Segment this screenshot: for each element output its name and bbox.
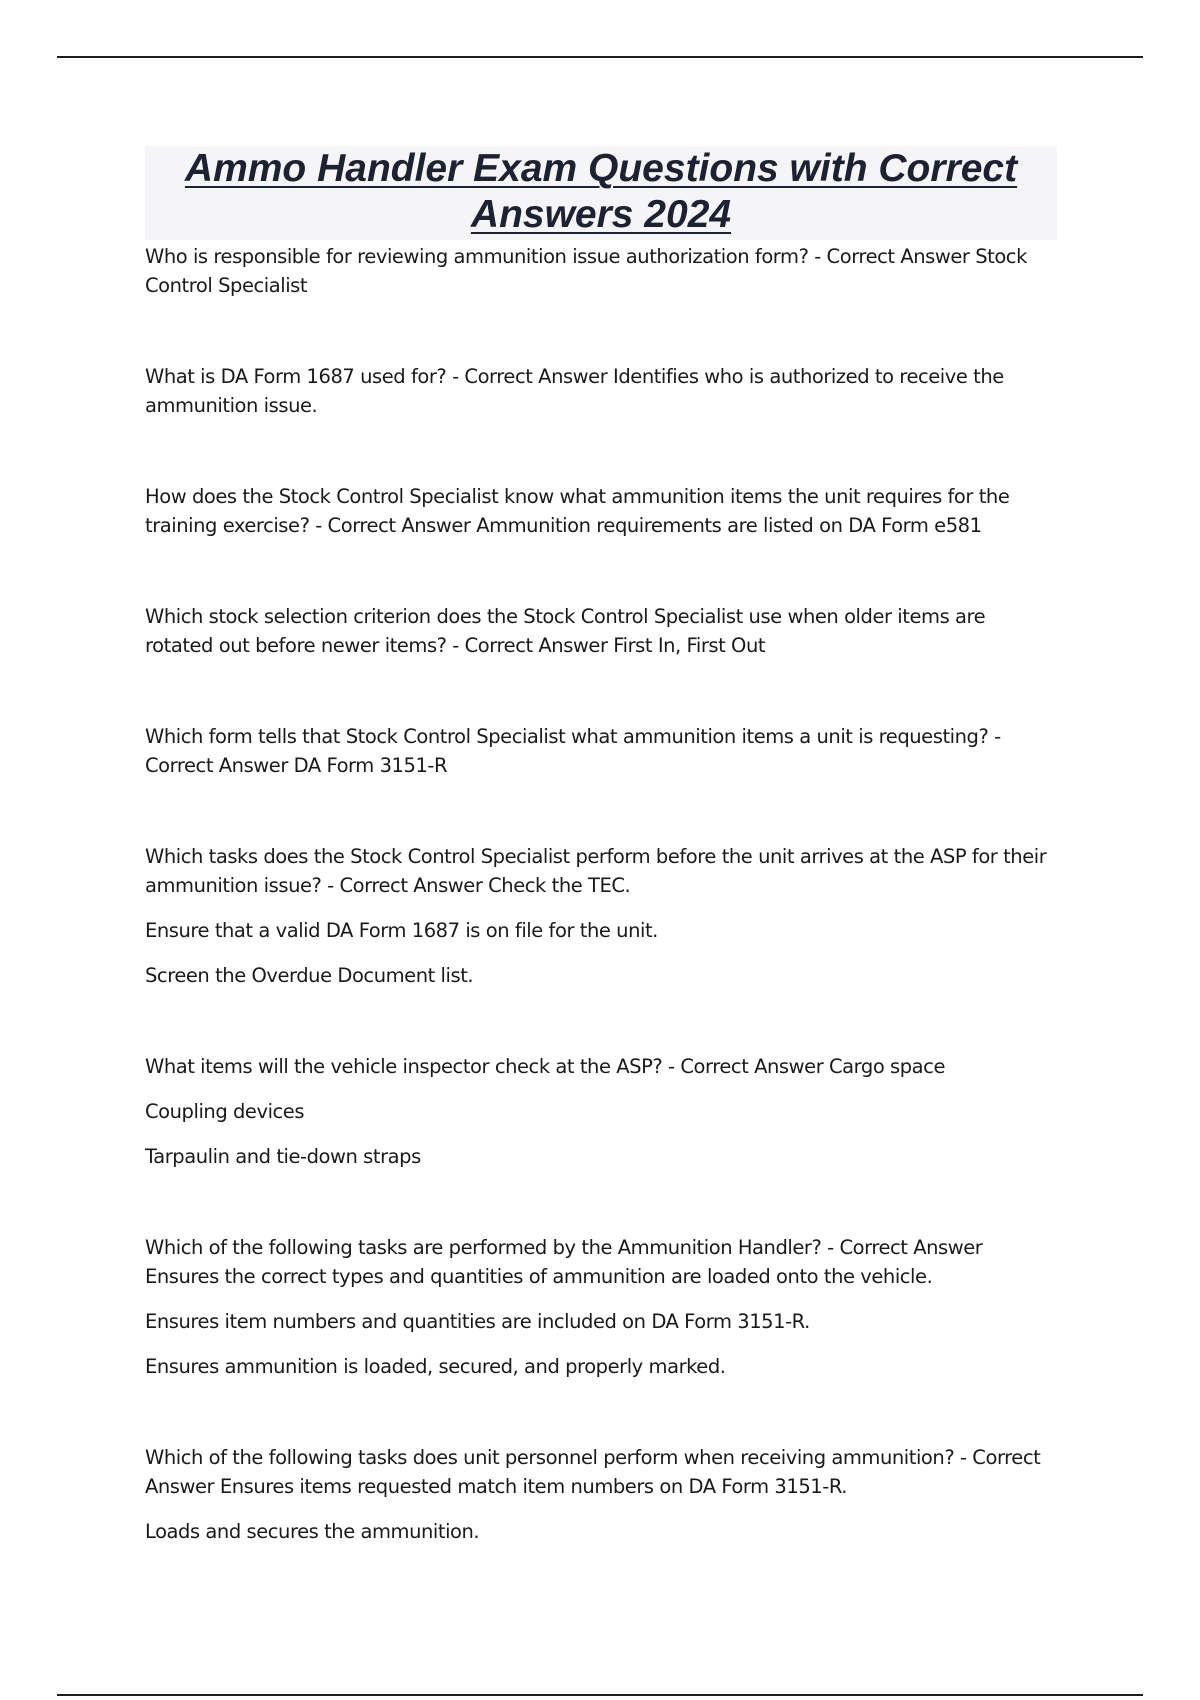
qa-item xyxy=(145,482,1057,540)
qa-item xyxy=(145,722,1057,780)
question-answer-text: What items will the vehicle inspector check at the ASP? - Correct Answer Cargo space xyxy=(145,1055,946,1078)
answer-continuation-text: Screen the Overdue Document list. xyxy=(145,964,474,987)
qa-item xyxy=(145,1233,1057,1381)
qa-item xyxy=(145,842,1057,990)
question-answer-text: Which of the following tasks does unit personnel perform when receiving ammunition? - Correct Answer Ensures items requested match item numbers on DA Form 3151-R. xyxy=(145,1446,1041,1498)
question-answer-text: What is DA Form 1687 used for? - Correct Answer Identifies who is authorized to receive the ammunition issue. xyxy=(145,365,1004,417)
document-title xyxy=(145,146,1057,240)
qa-item xyxy=(145,362,1057,420)
qa-item xyxy=(145,242,1057,300)
qa-item xyxy=(145,1052,1057,1171)
answer-continuation-text: Tarpaulin and tie-down straps xyxy=(145,1145,421,1168)
question-answer-text: Which tasks does the Stock Control Specialist perform before the unit arrives at the ASP for their ammunition issue? - Correct Answer Check the TEC. xyxy=(145,845,1047,897)
footer-rule xyxy=(57,1694,1143,1696)
document-body xyxy=(145,146,1057,1608)
answer-continuation-text: Ensures ammunition is loaded, secured, and properly marked. xyxy=(145,1355,726,1378)
question-answer-text: Which form tells that Stock Control Specialist what ammunition items a unit is requesting? - Correct Answer DA Form 3151-R xyxy=(145,725,1001,777)
answer-continuation-text: Loads and secures the ammunition. xyxy=(145,1520,480,1543)
header-rule xyxy=(57,56,1143,58)
answer-continuation-text: Ensure that a valid DA Form 1687 is on file for the unit. xyxy=(145,919,658,942)
question-answer-text: How does the Stock Control Specialist know what ammunition items the unit requires for the training exercise? - Correct Answer Ammunition requirements are listed on DA Form e581 xyxy=(145,485,1010,537)
document-title-text: Ammo Handler Exam Questions with Correct Answers 2024 xyxy=(184,147,1018,236)
answer-continuation-text: Ensures item numbers and quantities are included on DA Form 3151-R. xyxy=(145,1310,810,1333)
question-answer-text: Which stock selection criterion does the Stock Control Specialist use when older items are rotated out before newer items? - Correct Answer First In, First Out xyxy=(145,605,986,657)
answer-continuation-text: Coupling devices xyxy=(145,1100,305,1123)
qa-item xyxy=(145,1443,1057,1546)
qa-item xyxy=(145,602,1057,660)
qa-list xyxy=(145,242,1057,1546)
question-answer-text: Which of the following tasks are performed by the Ammunition Handler? - Correct Answer Ensures the correct types and quantities of ammunition are loaded onto the vehicle. xyxy=(145,1236,983,1288)
question-answer-text: Who is responsible for reviewing ammunition issue authorization form? - Correct Answer Stock Control Specialist xyxy=(145,245,1027,297)
